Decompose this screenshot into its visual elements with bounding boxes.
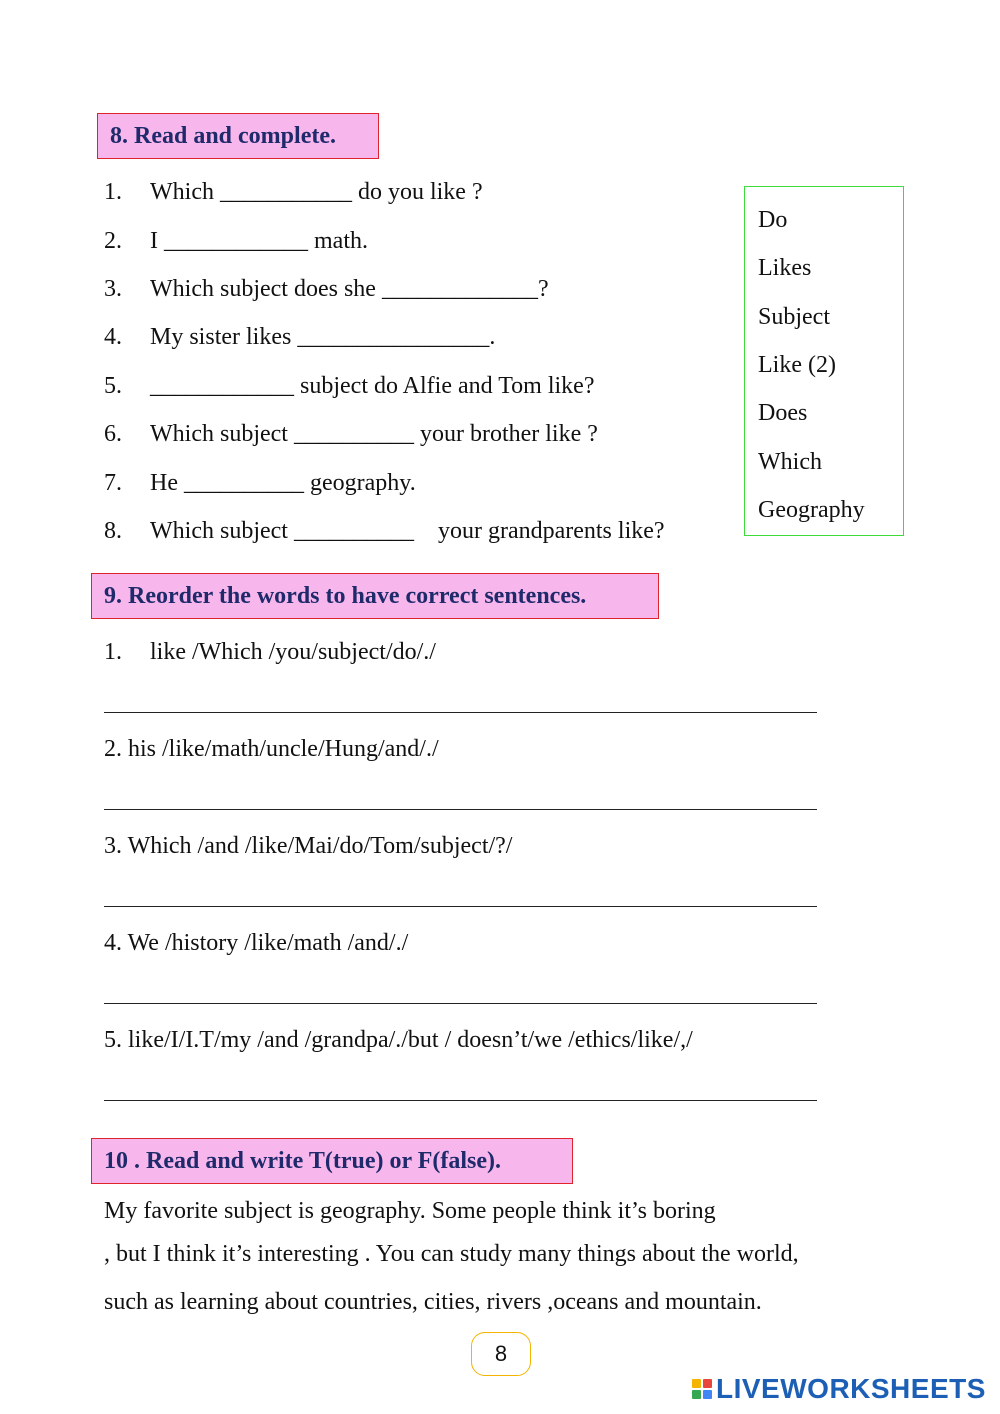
section-9-item-4: 4. We /history /like/math /and/./ <box>104 930 409 956</box>
item-number: 1. <box>104 639 122 665</box>
item-text: Which subject does she _____________? <box>150 276 549 302</box>
section-8-item-6 <box>104 419 598 449</box>
item-text: He __________ geography. <box>150 470 416 496</box>
word-bank-item: Subject <box>758 304 830 330</box>
section-9-item-3: 3. Which /and /like/Mai/do/Tom/subject/?/ <box>104 833 513 859</box>
item-text: Which ___________ do you like ? <box>150 179 483 205</box>
section-10-heading: 10 . Read and write T(true) or F(false). <box>91 1138 573 1184</box>
item-text: My sister likes ________________. <box>150 324 496 350</box>
liveworksheets-logo-icon <box>692 1379 712 1399</box>
logo-square <box>703 1390 712 1399</box>
page-number: 8 <box>471 1332 531 1376</box>
section-8-item-5 <box>104 371 594 401</box>
answer-line[interactable] <box>104 1100 817 1101</box>
answer-line[interactable] <box>104 1003 817 1004</box>
item-text: Which subject __________ your grandparents like? <box>150 518 665 544</box>
answer-line[interactable] <box>104 809 817 810</box>
word-bank-item: Likes <box>758 255 812 281</box>
section-8-item-2 <box>104 226 368 256</box>
item-number: 2. <box>104 228 122 254</box>
section-9-heading: 9. Reorder the words to have correct sentences. <box>91 573 659 619</box>
word-bank-item: Geography <box>758 497 865 523</box>
section-9-item-1 <box>104 637 436 667</box>
reading-passage-line: , but I think it’s interesting . You can study many things about the world, <box>104 1241 799 1267</box>
item-number: 6. <box>104 421 122 447</box>
logo-square <box>703 1379 712 1388</box>
item-text: I ____________ math. <box>150 228 368 254</box>
item-number: 8. <box>104 518 122 544</box>
section-8-item-4 <box>104 322 495 352</box>
section-8-item-3 <box>104 274 549 304</box>
liveworksheets-brand-text: LIVEWORKSHEETS <box>716 1373 986 1404</box>
item-number: 7. <box>104 470 122 496</box>
section-9-item-5: 5. like/I/I.T/my /and /grandpa/./but / doesn’t/we /ethics/like/,/ <box>104 1027 693 1053</box>
item-number: 5. <box>104 373 122 399</box>
liveworksheets-logo <box>692 1372 986 1406</box>
section-8-item-8 <box>104 516 665 546</box>
word-bank-item: Like (2) <box>758 352 836 378</box>
item-number: 3. <box>104 276 122 302</box>
section-9-item-2: 2. his /like/math/uncle/Hung/and/./ <box>104 736 439 762</box>
word-bank-item: Which <box>758 449 822 475</box>
reading-passage-line: such as learning about countries, cities, rivers ,oceans and mountain. <box>104 1289 762 1315</box>
word-bank-item: Does <box>758 400 808 426</box>
item-number: 4. <box>104 324 122 350</box>
logo-square <box>692 1390 701 1399</box>
logo-square <box>692 1379 701 1388</box>
item-text: like /Which /you/subject/do/./ <box>150 639 436 665</box>
section-8-heading: 8. Read and complete. <box>97 113 379 159</box>
answer-line[interactable] <box>104 906 817 907</box>
reading-passage-line: My favorite subject is geography. Some people think it’s boring <box>104 1198 716 1224</box>
word-bank-box <box>744 186 904 536</box>
answer-line[interactable] <box>104 712 817 713</box>
section-8-item-7 <box>104 468 416 498</box>
item-number: 1. <box>104 179 122 205</box>
section-8-item-1 <box>104 177 483 207</box>
item-text: ____________ subject do Alfie and Tom like? <box>150 373 595 399</box>
word-bank-item: Do <box>758 207 788 233</box>
item-text: Which subject __________ your brother like ? <box>150 421 598 447</box>
